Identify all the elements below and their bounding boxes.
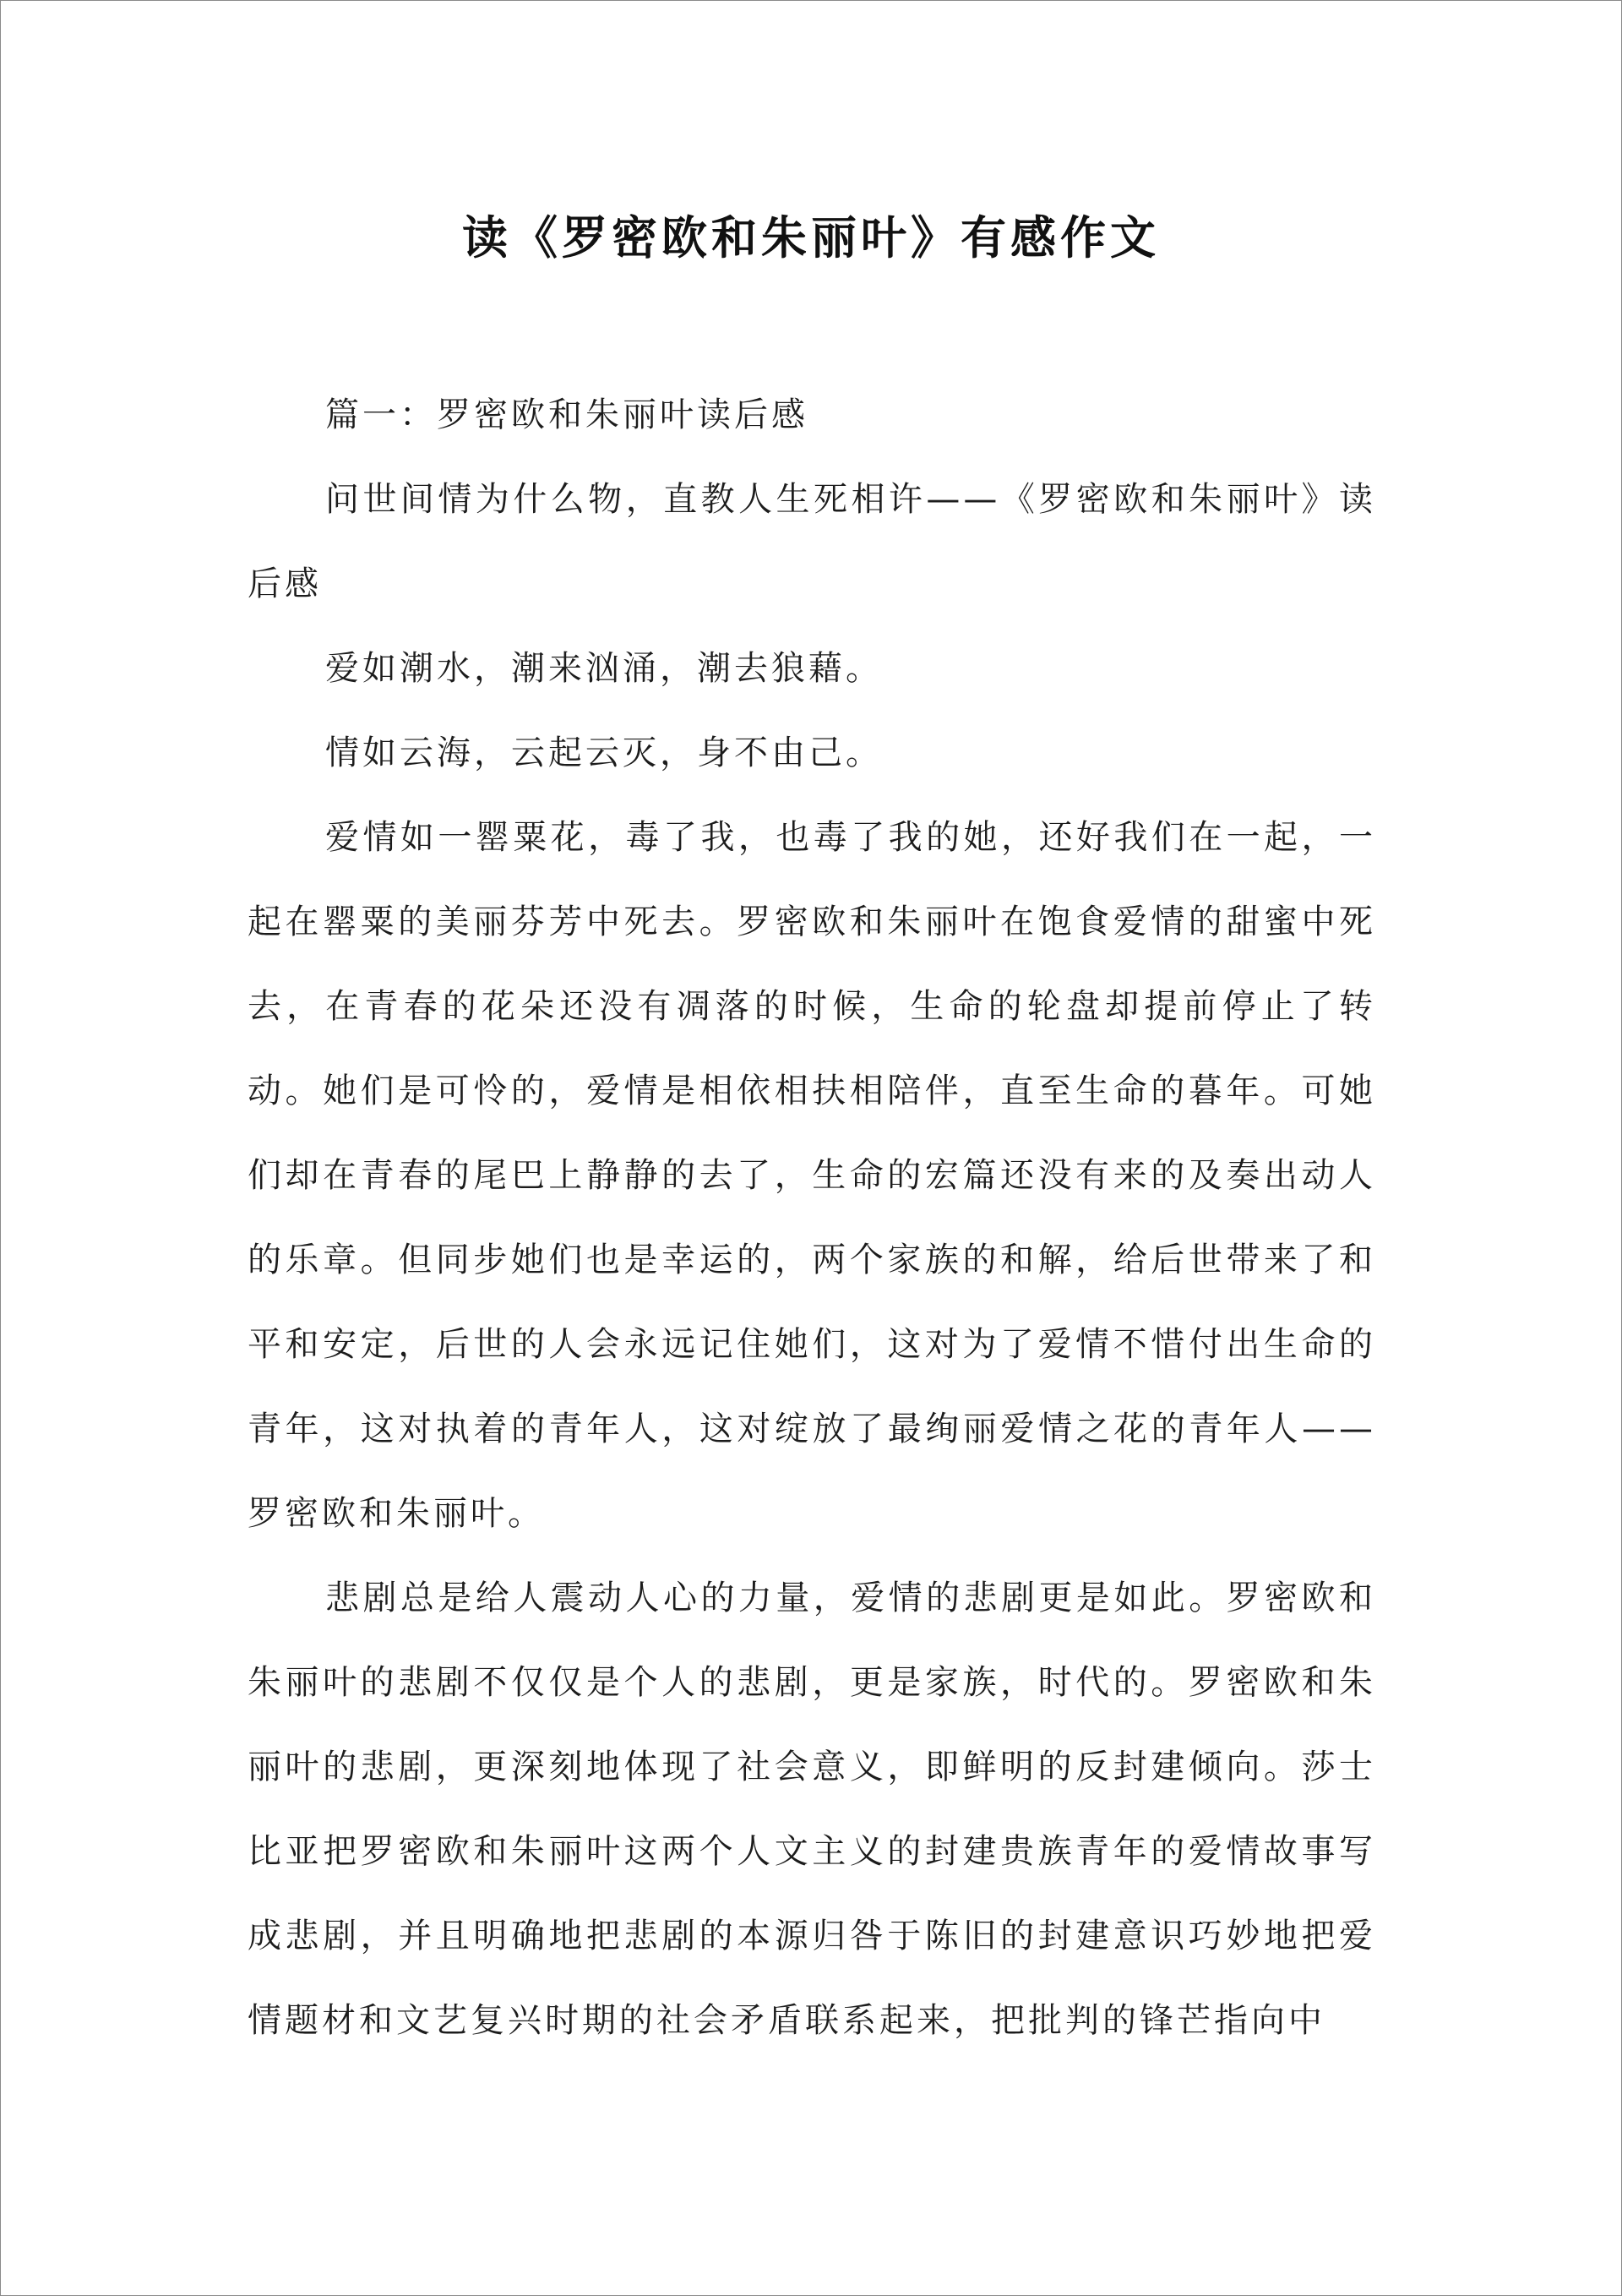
document-body	[248, 373, 1376, 2063]
body-paragraph: 问世间情为什么物，直教人生死相许——《罗密欧和朱丽叶》读后感	[248, 480, 1376, 603]
document-title: 读《罗密欧和朱丽叶》有感作文	[462, 210, 1160, 265]
body-paragraph: 情如云海，云起云灭，身不由己。	[325, 734, 883, 772]
body-paragraph: 爱如潮水，潮来汹涌，潮去狼藉。	[325, 649, 883, 688]
body-paragraph: 悲剧总是给人震动人心的力量，爱情的悲剧更是如此。罗密欧和朱丽叶的悲剧不仅仅是个人的悲剧，更是家族，时代的。罗密欧和朱丽叶的悲剧，更深刻地体现了社会意义，即鲜明的反封建倾向。莎士比亚把罗密欧和朱丽叶这两个人文主义的封建贵族青年的爱情故事写成悲剧，并且明确地把悲剧的本源归咎于陈旧的封建意识巧妙地把爱情题材和文艺复兴时期的社会矛盾联系起来，把批判的锋芒指向中	[248, 1579, 1376, 2040]
body-paragraph: 篇一：罗密欧和朱丽叶读后感	[325, 395, 808, 434]
body-paragraph: 爱情如一罂粟花，毒了我，也毒了我的她，还好我们在一起，一起在罂粟的美丽芬芳中死去。罗密欧和朱丽叶在饱食爱情的甜蜜中死去，在青春的花朵还没有凋落的时候，生命的轮盘却提前停止了转动。她们是可怜的，爱情是相依相扶相陪伴，直至生命的暮年。可她们却在青春的尾巴上静静的去了，生命的宏篇还没有来的及奏出动人的乐章。但同步她们也是幸运的，两个家族的和解，给后世带来了和平和安定，后世的人会永远记住她们，这对为了爱情不惜付出生命的青年，这对执着的青年人，这对绽放了最绚丽爱情之花的青年人——罗密欧和朱丽叶。	[248, 818, 1376, 1533]
